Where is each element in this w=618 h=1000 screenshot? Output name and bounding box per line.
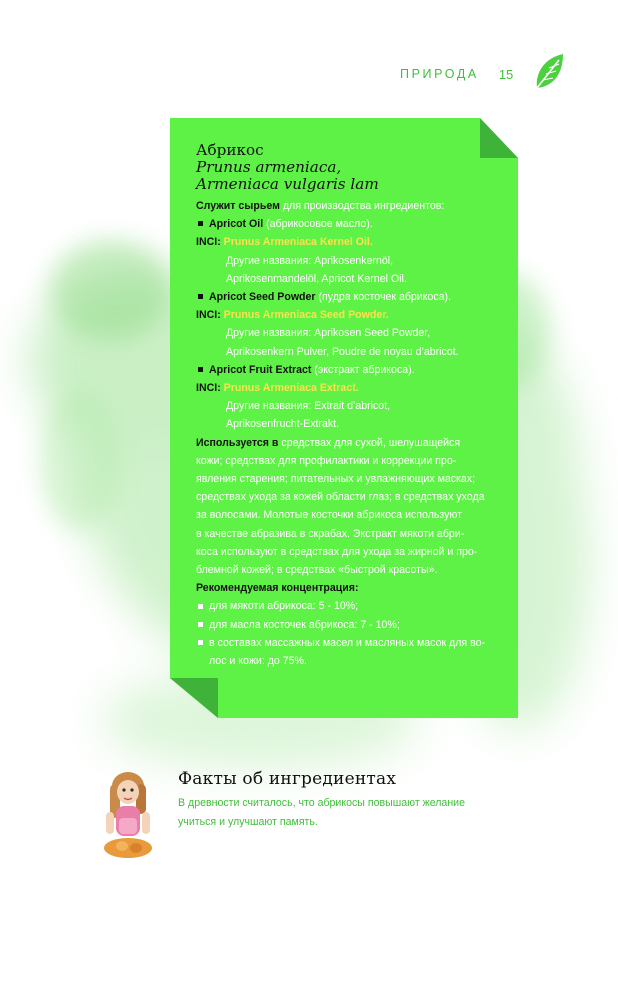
title-russian: Абрикос: [196, 141, 264, 159]
concentration-item: в составах массажных масел и масляных масок для во-: [196, 634, 506, 652]
powder-item: Apricot Seed Powder (пудра косточек абрикоса).: [196, 288, 506, 306]
concentration-item-continued: лос и кожи: до 75%.: [209, 655, 307, 668]
facts-text-line-1: В древности считалось, что абрикосы повышают желание: [178, 797, 465, 809]
facts-text-line-2: учиться и улучшают память.: [178, 816, 318, 828]
girl-illustration: [92, 768, 164, 864]
card-content: [196, 142, 506, 670]
title-latin-2: Armeniaca vulgaris lam: [196, 175, 379, 193]
facts-text: [178, 794, 498, 832]
extract-other-names-2: Aprikosenfrucht-Extrakt.: [226, 418, 340, 431]
usage-line-6: коса используют в средствах для ухода за жирной и про-: [196, 545, 478, 558]
oil-inci: INCI: Prunus Armeniaca Kernel Oil.: [196, 236, 373, 249]
powder-inci: INCI: Prunus Armeniaca Seed Powder.: [196, 309, 389, 322]
extract-other-names-1: Другие названия: Extrait d’abricot,: [226, 400, 391, 413]
section-title: ПРИРОДА: [400, 67, 479, 81]
card-title: [196, 142, 506, 193]
powder-other-names-1: Другие названия: Aprikosen Seed Powder,: [226, 327, 431, 340]
title-latin-1: Prunus armeniaca,: [196, 158, 342, 176]
usage-line-0: Используется в средствах для сухой, шелушащейся: [196, 436, 461, 449]
page-number: 15: [498, 66, 514, 82]
concentration-item: для масла косточек абрикоса: 7 - 10%;: [196, 616, 506, 634]
usage-line-2: явления старения; питательных и увлажняющих масках;: [196, 473, 476, 486]
ingredient-card: [170, 118, 518, 718]
usage-line-7: блемной кожей; в средствах «быстрой красоты».: [196, 564, 438, 577]
powder-other-names-2: Aprikosenkern Pulver, Poudre de noyau d’abricot.: [226, 345, 459, 358]
facts-title: Факты об ингредиентах: [178, 769, 397, 789]
usage-line-3: средствах ухода за кожей области глаз; в средствах ухода: [196, 491, 485, 504]
oil-other-names-2: Aprikosenmandelöl, Apricot Kernel Oil.: [226, 272, 407, 285]
extract-item: Apricot Fruit Extract (экстракт абрикоса).: [196, 361, 506, 379]
extract-inci: INCI: Prunus Armeniaca Extract.: [196, 382, 359, 395]
oil-item: Apricot Oil (абрикосовое масло).: [196, 215, 506, 233]
usage-line-1: кожи; средствах для профилактики и коррекции про-: [196, 454, 457, 467]
concentration-heading: Рекомендуемая концентрация:: [196, 582, 359, 595]
oil-other-names-1: Другие названия: Aprikosenkernöl,: [226, 254, 394, 267]
raw-materials-line: Служит сырьем для производства ингредиентов:: [196, 200, 445, 212]
page-header: [400, 62, 513, 86]
leaf-icon: [533, 52, 565, 92]
usage-line-4: за волосами. Молотые косточки абрикоса используют: [196, 509, 462, 522]
concentration-item: для мякоти абрикоса: 5 - 10%;: [196, 597, 506, 615]
usage-line-5: в качестве абразива в скрабах. Экстракт мякоти абри-: [196, 527, 465, 540]
